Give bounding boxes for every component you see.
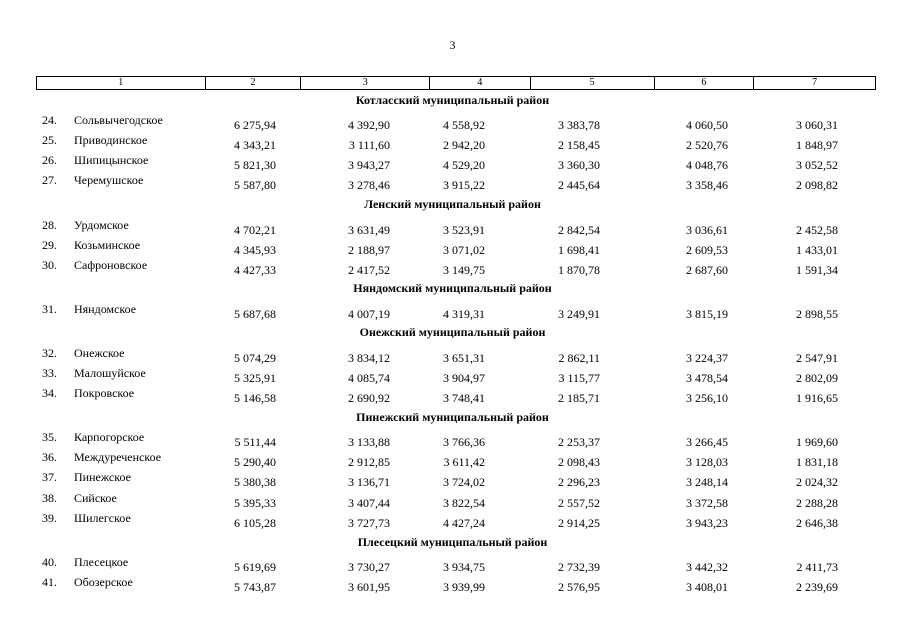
table-row — [0, 133, 905, 153]
row-number: 34. — [42, 386, 57, 400]
cell-col3: 3 601,95 — [348, 580, 390, 594]
row-name: Урдомское — [74, 218, 129, 232]
cell-col6: 3 442,32 — [686, 560, 728, 574]
row-name: Онежское — [74, 346, 125, 360]
cell-col2: 6 105,28 — [234, 516, 276, 530]
row-number: 26. — [42, 153, 57, 167]
cell-col3: 3 133,88 — [348, 435, 390, 449]
cell-col4: 4 427,24 — [443, 516, 485, 530]
cell-col3: 3 834,12 — [348, 351, 390, 365]
cell-col6: 3 358,46 — [686, 178, 728, 192]
cell-col5: 2 557,52 — [558, 496, 600, 510]
cell-col3: 3 407,44 — [348, 496, 390, 510]
cell-col4: 3 934,75 — [443, 560, 485, 574]
cell-col3: 3 278,46 — [348, 178, 390, 192]
cell-col6: 3 256,10 — [686, 391, 728, 405]
cell-col5: 2 185,71 — [558, 391, 600, 405]
cell-col7: 2 098,82 — [796, 178, 838, 192]
cell-col5: 3 115,77 — [558, 371, 600, 385]
row-number: 33. — [42, 366, 57, 380]
table-row — [0, 153, 905, 173]
table-row — [0, 386, 905, 406]
header-cell-7: 7 — [753, 77, 875, 89]
cell-col3: 3 943,27 — [348, 158, 390, 172]
cell-col2: 5 587,80 — [234, 178, 276, 192]
row-name: Сафроновское — [74, 258, 148, 272]
section-title: Пинежский муниципальный район — [356, 410, 549, 424]
row-name: Покровское — [74, 386, 135, 400]
row-name: Пинежское — [74, 470, 131, 484]
cell-col2: 6 275,94 — [234, 118, 276, 132]
row-number: 27. — [42, 173, 57, 187]
row-number: 36. — [42, 450, 57, 464]
cell-col6: 3 224,37 — [686, 351, 728, 365]
row-number: 40. — [42, 555, 57, 569]
section-title: Котласский муниципальный район — [355, 93, 550, 107]
cell-col7: 2 288,28 — [796, 496, 838, 510]
cell-col3: 2 690,92 — [348, 391, 390, 405]
cell-col4: 3 071,02 — [443, 243, 485, 257]
cell-col4: 3 724,02 — [443, 475, 485, 489]
cell-col3: 3 136,71 — [348, 475, 390, 489]
row-name: Приводинское — [74, 133, 148, 147]
cell-col2: 5 511,44 — [234, 435, 276, 449]
cell-col7: 1 433,01 — [796, 243, 838, 257]
cell-col3: 4 007,19 — [348, 307, 390, 321]
table-row — [0, 491, 905, 511]
row-name: Няндомское — [74, 302, 137, 316]
cell-col5: 2 253,37 — [558, 435, 600, 449]
page-number: 3 — [449, 38, 456, 52]
cell-col2: 5 074,29 — [234, 351, 276, 365]
cell-col3: 3 727,73 — [348, 516, 390, 530]
row-number: 37. — [42, 470, 57, 484]
cell-col4: 2 942,20 — [443, 138, 485, 152]
cell-col4: 3 766,36 — [443, 435, 485, 449]
cell-col6: 2 520,76 — [686, 138, 728, 152]
cell-col4: 3 651,31 — [443, 351, 485, 365]
cell-col6: 3 478,54 — [686, 371, 728, 385]
cell-col3: 3 730,27 — [348, 560, 390, 574]
section-title: Няндомский муниципальный район — [353, 281, 552, 295]
row-number: 29. — [42, 238, 57, 252]
row-number: 39. — [42, 511, 57, 525]
cell-col4: 3 904,97 — [443, 371, 485, 385]
cell-col6: 3 266,45 — [686, 435, 728, 449]
table-row — [0, 470, 905, 490]
cell-col2: 4 702,21 — [234, 223, 276, 237]
row-name: Малошуйское — [74, 366, 146, 380]
table-header — [36, 76, 876, 90]
cell-col2: 5 146,58 — [234, 391, 276, 405]
header-cell-5: 5 — [530, 77, 654, 89]
cell-col2: 5 395,33 — [234, 496, 276, 510]
cell-col3: 3 111,60 — [348, 138, 390, 152]
row-name: Карпогорское — [74, 430, 145, 444]
row-name: Шилегское — [74, 511, 131, 525]
row-name: Междуреченское — [74, 450, 162, 464]
cell-col2: 4 345,93 — [234, 243, 276, 257]
cell-col5: 2 098,43 — [558, 455, 600, 469]
cell-col2: 5 619,69 — [234, 560, 276, 574]
cell-col3: 3 631,49 — [348, 223, 390, 237]
header-cell-3: 3 — [300, 77, 429, 89]
cell-col7: 1 848,97 — [796, 138, 838, 152]
row-number: 25. — [42, 133, 57, 147]
cell-col5: 3 360,30 — [558, 158, 600, 172]
cell-col6: 3 815,19 — [686, 307, 728, 321]
cell-col7: 2 452,58 — [796, 223, 838, 237]
cell-col7: 1 831,18 — [796, 455, 838, 469]
cell-col7: 2 024,32 — [796, 475, 838, 489]
cell-col6: 2 609,53 — [686, 243, 728, 257]
row-name: Обозерское — [74, 575, 133, 589]
row-number: 38. — [42, 491, 57, 505]
cell-col5: 3 383,78 — [558, 118, 600, 132]
cell-col6: 3 408,01 — [686, 580, 728, 594]
cell-col5: 2 158,45 — [558, 138, 600, 152]
cell-col3: 2 417,52 — [348, 263, 390, 277]
cell-col4: 3 611,42 — [443, 455, 485, 469]
row-name: Сийское — [74, 491, 117, 505]
cell-col2: 5 687,68 — [234, 307, 276, 321]
cell-col2: 5 290,40 — [234, 455, 276, 469]
row-name: Козьминское — [74, 238, 141, 252]
cell-col2: 5 380,38 — [234, 475, 276, 489]
table-row — [0, 346, 905, 366]
row-name: Сольвычегодское — [74, 113, 163, 127]
section-title: Ленский муниципальный район — [364, 197, 541, 211]
cell-col5: 2 296,23 — [558, 475, 600, 489]
cell-col4: 4 529,20 — [443, 158, 485, 172]
cell-col7: 2 898,55 — [796, 307, 838, 321]
table-row — [0, 575, 905, 595]
cell-col2: 5 743,87 — [234, 580, 276, 594]
section-title: Плесецкий муниципальный район — [357, 535, 548, 549]
cell-col7: 1 969,60 — [796, 435, 838, 449]
table-row — [0, 366, 905, 386]
cell-col7: 3 052,52 — [796, 158, 838, 172]
header-cell-6: 6 — [654, 77, 754, 89]
row-number: 28. — [42, 218, 57, 232]
row-number: 35. — [42, 430, 57, 444]
cell-col4: 3 748,41 — [443, 391, 485, 405]
cell-col5: 2 732,39 — [558, 560, 600, 574]
cell-col5: 3 249,91 — [558, 307, 600, 321]
cell-col2: 5 325,91 — [234, 371, 276, 385]
cell-col4: 3 915,22 — [443, 178, 485, 192]
header-cell-4: 4 — [429, 77, 530, 89]
cell-col6: 4 048,76 — [686, 158, 728, 172]
cell-col6: 3 248,14 — [686, 475, 728, 489]
cell-col6: 3 128,03 — [686, 455, 728, 469]
table-row — [0, 302, 905, 322]
table-row — [0, 430, 905, 450]
cell-col4: 4 558,92 — [443, 118, 485, 132]
cell-col2: 4 343,21 — [234, 138, 276, 152]
cell-col7: 2 802,09 — [796, 371, 838, 385]
cell-col6: 2 687,60 — [686, 263, 728, 277]
cell-col3: 2 188,97 — [348, 243, 390, 257]
cell-col5: 2 842,54 — [558, 223, 600, 237]
cell-col2: 4 427,33 — [234, 263, 276, 277]
cell-col3: 4 392,90 — [348, 118, 390, 132]
cell-col4: 3 939,99 — [443, 580, 485, 594]
cell-col3: 4 085,74 — [348, 371, 390, 385]
row-number: 24. — [42, 113, 57, 127]
cell-col5: 2 914,25 — [558, 516, 600, 530]
section-title: Онежский муниципальный район — [359, 325, 546, 339]
row-number: 32. — [42, 346, 57, 360]
cell-col7: 2 646,38 — [796, 516, 838, 530]
cell-col6: 4 060,50 — [686, 118, 728, 132]
cell-col5: 2 445,64 — [558, 178, 600, 192]
table-row — [0, 173, 905, 193]
table-row — [0, 555, 905, 575]
cell-col7: 2 547,91 — [796, 351, 838, 365]
header-cell-1: 1 — [118, 77, 124, 88]
cell-col7: 1 916,65 — [796, 391, 838, 405]
cell-col6: 3 943,23 — [686, 516, 728, 530]
row-number: 30. — [42, 258, 57, 272]
cell-col4: 3 149,75 — [443, 263, 485, 277]
cell-col7: 2 411,73 — [796, 560, 838, 574]
table-row — [0, 258, 905, 278]
table-row — [0, 511, 905, 531]
cell-col5: 1 870,78 — [558, 263, 600, 277]
row-number: 41. — [42, 575, 57, 589]
cell-col2: 5 821,30 — [234, 158, 276, 172]
table-row — [0, 218, 905, 238]
cell-col5: 1 698,41 — [558, 243, 600, 257]
cell-col5: 2 862,11 — [558, 351, 600, 365]
cell-col7: 1 591,34 — [796, 263, 838, 277]
cell-col7: 3 060,31 — [796, 118, 838, 132]
row-name: Черемушское — [74, 173, 144, 187]
row-number: 31. — [42, 302, 57, 316]
table-row — [0, 113, 905, 133]
cell-col3: 2 912,85 — [348, 455, 390, 469]
cell-col7: 2 239,69 — [796, 580, 838, 594]
cell-col4: 3 822,54 — [443, 496, 485, 510]
cell-col4: 3 523,91 — [443, 223, 485, 237]
cell-col6: 3 036,61 — [686, 223, 728, 237]
row-name: Шипицынское — [74, 153, 149, 167]
header-cell-2: 2 — [205, 77, 301, 89]
table-row — [0, 450, 905, 470]
row-name: Плесецкое — [74, 555, 129, 569]
cell-col6: 3 372,58 — [686, 496, 728, 510]
cell-col5: 2 576,95 — [558, 580, 600, 594]
cell-col4: 4 319,31 — [443, 307, 485, 321]
table-row — [0, 238, 905, 258]
